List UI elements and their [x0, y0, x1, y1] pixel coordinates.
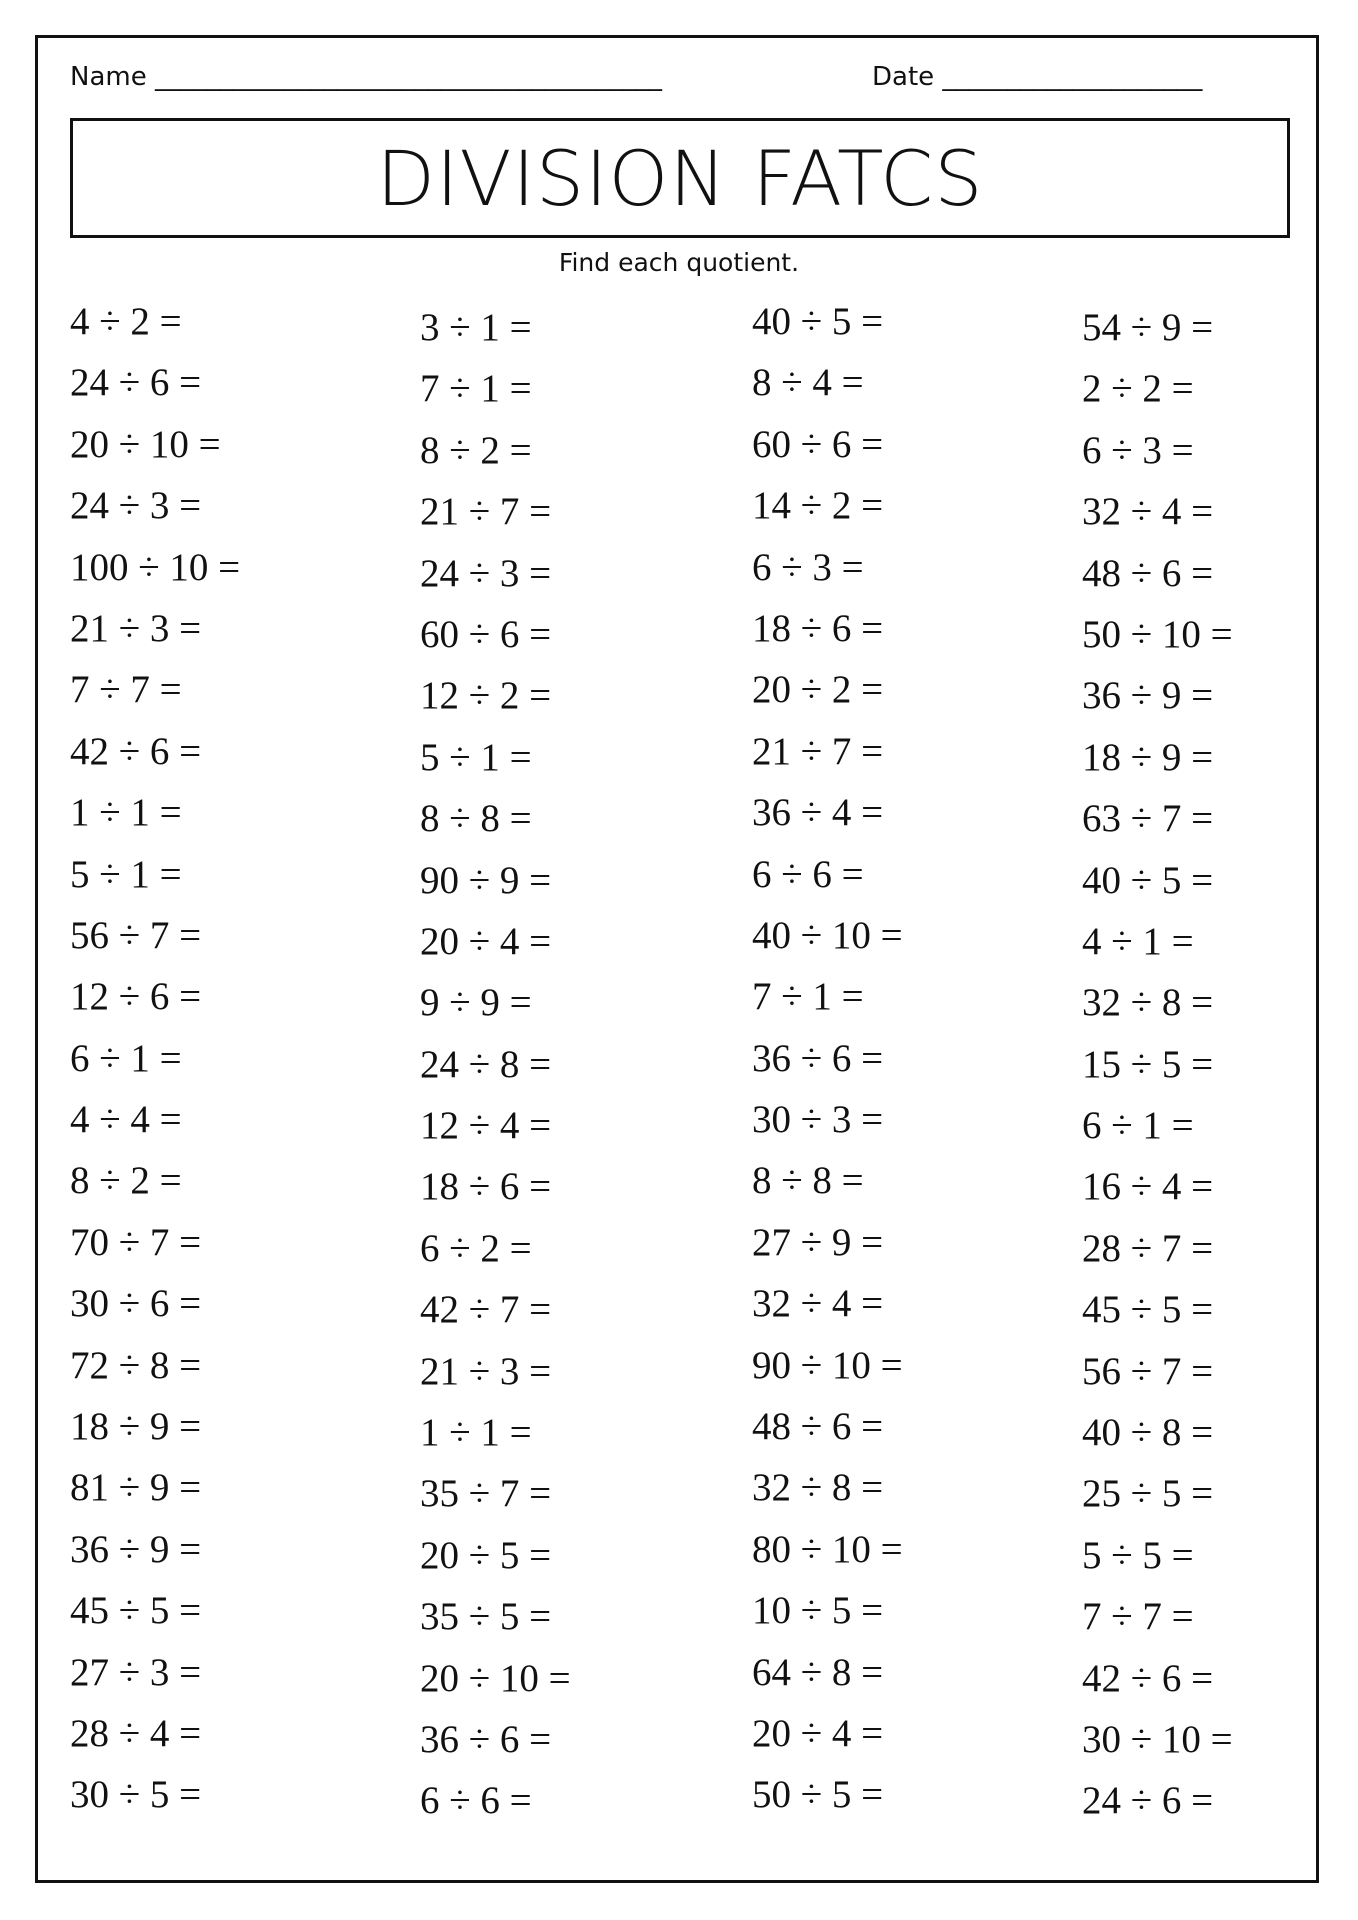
division-problem: 42 ÷ 6 = — [70, 729, 202, 773]
problem-column-2 — [420, 304, 571, 1839]
division-problem: 4 ÷ 2 = — [70, 300, 182, 343]
problem-column-1 — [70, 298, 240, 1833]
division-problem: 30 ÷ 3 = — [752, 1098, 884, 1142]
division-problem: 45 ÷ 5 = — [1082, 1288, 1214, 1332]
division-problem: 50 ÷ 5 = — [752, 1773, 884, 1817]
division-problem: 36 ÷ 9 = — [1082, 674, 1214, 718]
division-problem: 1 ÷ 1 = — [70, 791, 182, 835]
division-problem: 72 ÷ 8 = — [70, 1343, 202, 1387]
division-problem: 60 ÷ 6 = — [420, 612, 552, 656]
division-problem: 32 ÷ 4 = — [752, 1282, 884, 1326]
division-problem: 9 ÷ 9 = — [420, 981, 532, 1025]
division-problem: 32 ÷ 8 = — [752, 1466, 884, 1510]
division-problem: 30 ÷ 6 = — [70, 1282, 202, 1326]
division-problem: 28 ÷ 7 = — [1082, 1226, 1214, 1270]
division-problem: 6 ÷ 6 = — [752, 852, 864, 896]
division-problem: 48 ÷ 6 = — [1082, 551, 1214, 595]
problem-column-3 — [752, 298, 903, 1833]
division-problem: 5 ÷ 5 = — [1082, 1533, 1194, 1577]
division-problem: 1 ÷ 1 = — [420, 1411, 532, 1455]
division-problem: 12 ÷ 4 = — [420, 1104, 552, 1148]
division-problem: 6 ÷ 1 = — [70, 1036, 182, 1080]
division-problem: 2 ÷ 2 = — [1082, 367, 1194, 411]
division-problem: 4 ÷ 1 = — [1082, 919, 1194, 963]
date-label: Date — [872, 62, 935, 92]
division-problem: 24 ÷ 8 = — [420, 1042, 552, 1086]
division-problem: 20 ÷ 4 = — [752, 1711, 884, 1755]
division-problem: 42 ÷ 6 = — [1082, 1656, 1214, 1700]
division-problem: 18 ÷ 9 = — [70, 1405, 202, 1449]
division-problem: 90 ÷ 10 = — [752, 1343, 903, 1387]
division-problem: 21 ÷ 7 = — [420, 490, 552, 534]
division-problem: 30 ÷ 5 = — [70, 1773, 202, 1817]
division-problem: 36 ÷ 6 = — [420, 1717, 552, 1761]
division-problem: 45 ÷ 5 = — [70, 1589, 202, 1633]
division-problem: 20 ÷ 2 = — [752, 668, 884, 712]
division-problem: 6 ÷ 3 = — [1082, 428, 1194, 472]
name-label: Name — [70, 62, 147, 92]
division-problem: 64 ÷ 8 = — [752, 1650, 884, 1694]
instruction-text: Find each quotient. — [558, 248, 800, 277]
division-problem: 80 ÷ 10 = — [752, 1527, 903, 1571]
division-problem: 5 ÷ 1 = — [420, 735, 532, 779]
division-problem: 24 ÷ 6 = — [1082, 1779, 1214, 1823]
division-problem: 54 ÷ 9 = — [1082, 306, 1214, 349]
division-problem: 3 ÷ 1 = — [420, 306, 532, 349]
division-problem: 32 ÷ 8 = — [1082, 981, 1214, 1025]
division-problem: 70 ÷ 7 = — [70, 1220, 202, 1264]
division-problem: 21 ÷ 3 = — [420, 1349, 552, 1393]
division-problem: 8 ÷ 8 = — [420, 797, 532, 841]
division-problem: 7 ÷ 7 = — [70, 668, 182, 712]
division-problem: 15 ÷ 5 = — [1082, 1042, 1214, 1086]
division-problem: 12 ÷ 2 = — [420, 674, 552, 718]
division-problem: 18 ÷ 6 = — [420, 1165, 552, 1209]
division-problem: 56 ÷ 7 = — [1082, 1349, 1214, 1393]
title-box — [70, 118, 1290, 238]
division-problem: 20 ÷ 10 = — [70, 422, 221, 466]
division-problem: 21 ÷ 3 = — [70, 606, 202, 650]
division-problem: 20 ÷ 5 = — [420, 1533, 552, 1577]
division-problem: 7 ÷ 1 = — [420, 367, 532, 411]
division-problem: 36 ÷ 9 = — [70, 1527, 202, 1571]
division-problem: 8 ÷ 8 = — [752, 1159, 864, 1203]
name-field[interactable] — [70, 62, 662, 92]
division-problem: 40 ÷ 10 = — [752, 913, 903, 957]
division-problem: 28 ÷ 4 = — [70, 1711, 202, 1755]
division-problem: 27 ÷ 9 = — [752, 1220, 884, 1264]
division-problem: 8 ÷ 2 = — [70, 1159, 182, 1203]
date-blank-line[interactable]: ____________________ — [942, 62, 1203, 92]
division-problem: 35 ÷ 5 = — [420, 1595, 552, 1639]
division-problem: 56 ÷ 7 = — [70, 913, 202, 957]
division-problem: 35 ÷ 7 = — [420, 1472, 552, 1516]
division-problem: 36 ÷ 6 = — [752, 1036, 884, 1080]
division-problem: 8 ÷ 2 = — [420, 428, 532, 472]
division-problem: 24 ÷ 3 = — [420, 551, 552, 595]
division-problem: 24 ÷ 6 = — [70, 361, 202, 405]
division-problem: 6 ÷ 6 = — [420, 1779, 532, 1823]
division-problem: 6 ÷ 2 = — [420, 1226, 532, 1270]
division-problem: 10 ÷ 5 = — [752, 1589, 884, 1633]
division-problem: 18 ÷ 9 = — [1082, 735, 1214, 779]
date-field[interactable] — [872, 62, 1202, 92]
division-problem: 14 ÷ 2 = — [752, 484, 884, 528]
problem-column-4 — [1082, 304, 1233, 1839]
division-problem: 18 ÷ 6 = — [752, 606, 884, 650]
division-problem: 32 ÷ 4 = — [1082, 490, 1214, 534]
division-problem: 36 ÷ 4 = — [752, 791, 884, 835]
division-problem: 24 ÷ 3 = — [70, 484, 202, 528]
division-problem: 7 ÷ 1 = — [752, 975, 864, 1019]
division-problem: 50 ÷ 10 = — [1082, 612, 1233, 656]
division-problem: 7 ÷ 7 = — [1082, 1595, 1194, 1639]
division-problem: 20 ÷ 4 = — [420, 919, 552, 963]
division-problem: 40 ÷ 5 = — [1082, 858, 1214, 902]
division-problem: 21 ÷ 7 = — [752, 729, 884, 773]
division-problem: 8 ÷ 4 = — [752, 361, 864, 405]
division-problem: 40 ÷ 5 = — [752, 300, 884, 343]
division-problem: 6 ÷ 3 = — [752, 545, 864, 589]
division-problem: 60 ÷ 6 = — [752, 422, 884, 466]
division-problem: 27 ÷ 3 = — [70, 1650, 202, 1694]
division-problem: 12 ÷ 6 = — [70, 975, 202, 1019]
division-problem: 5 ÷ 1 = — [70, 852, 182, 896]
division-problem: 100 ÷ 10 = — [70, 545, 241, 589]
division-problem: 81 ÷ 9 = — [70, 1466, 202, 1510]
division-problem: 16 ÷ 4 = — [1082, 1165, 1214, 1209]
worksheet-title: DIVISION FATCS — [376, 133, 984, 223]
division-problem: 4 ÷ 4 = — [70, 1098, 182, 1142]
division-problem: 6 ÷ 1 = — [1082, 1104, 1194, 1148]
division-problem: 63 ÷ 7 = — [1082, 797, 1214, 841]
division-problem: 48 ÷ 6 = — [752, 1405, 884, 1449]
division-problem: 25 ÷ 5 = — [1082, 1472, 1214, 1516]
division-problem: 90 ÷ 9 = — [420, 858, 552, 902]
name-blank-line[interactable]: _______________________________________ — [154, 62, 662, 92]
division-problem: 30 ÷ 10 = — [1082, 1717, 1233, 1761]
division-problem: 42 ÷ 7 = — [420, 1288, 552, 1332]
division-problem: 20 ÷ 10 = — [420, 1656, 571, 1700]
division-problem: 40 ÷ 8 = — [1082, 1411, 1214, 1455]
